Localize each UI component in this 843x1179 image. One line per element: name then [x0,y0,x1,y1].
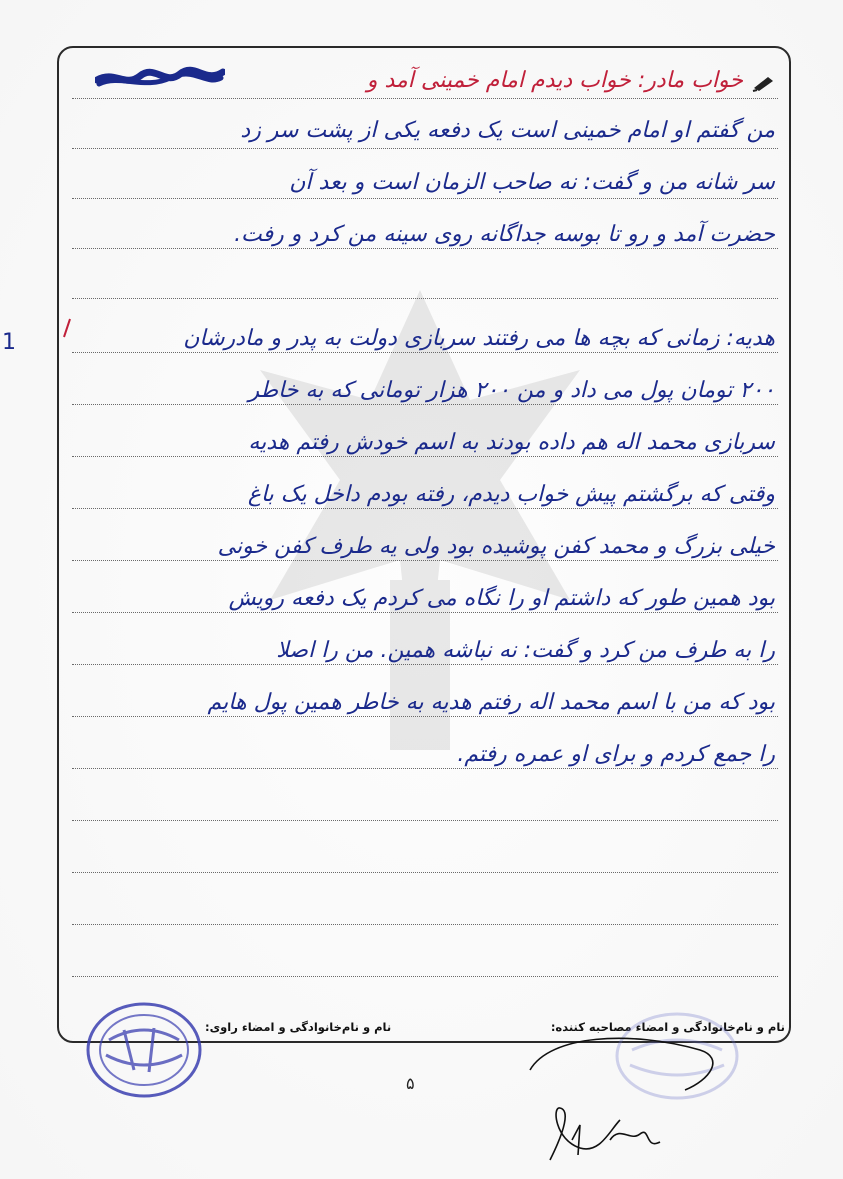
handwritten-line: خواب مادر: خواب دیدم امام خمینی آمد و [366,68,743,93]
ruled-line [72,612,778,613]
ruled-line [72,872,778,873]
handwritten-line: سر شانه من و گفت: نه صاحب الزمان است و بعد آن [289,170,775,195]
handwritten-signature [510,1030,750,1170]
handwritten-line: من گفتم او امام خمینی است یک دفعه یکی از پشت سر زد [240,118,775,143]
margin-number: 1 [2,330,16,355]
handwritten-line: حضرت آمد و رو تا بوسه جداگانه روی سینه من کرد و رفت. [234,222,775,247]
ruled-line [72,98,778,99]
ruled-line [72,664,778,665]
ruled-line [72,820,778,821]
ruled-line [72,298,778,299]
red-margin-mark [60,318,74,338]
ruled-line [72,508,778,509]
ruled-line [72,248,778,249]
ruled-line [72,148,778,149]
page-number: ۵ [406,1074,415,1093]
ruled-line [72,976,778,977]
ruled-line [72,716,778,717]
handwritten-line: خیلی بزرگ و محمد کفن پوشیده بود ولی یه طرف کفن خونی [217,534,775,559]
handwritten-line: را جمع کردم و برای او عمره رفتم. [457,742,775,767]
ruled-line [72,404,778,405]
handwritten-line: هدیه: زمانی که بچه ها می رفتند سربازی دولت به پدر و مادرشان [183,326,775,351]
ruled-line [72,560,778,561]
ruled-line [72,352,778,353]
handwritten-line: وقتی که برگشتم پیش خواب دیدم، رفته بودم داخل یک باغ [247,482,775,507]
ruled-line [72,768,778,769]
official-stamp [84,1000,204,1100]
pen-icon [752,74,776,92]
interviewer-signature-label: نام و نام‌خانوادگی و امضاء مصاحبه کننده: [550,1020,785,1034]
ruled-line [72,456,778,457]
handwritten-line: بود که من با اسم محمد اله رفتم هدیه به خاطر همین پول هایم [207,690,775,715]
handwritten-line: ۲۰۰ تومان پول می داد و من ۲۰۰ هزار تومانی که به خاطر [248,378,775,403]
crossed-out-scribble [95,66,225,92]
handwritten-line: را به طرف من کرد و گفت: نه نباشه همین. من را اصلا [276,638,775,663]
ruled-line [72,924,778,925]
handwritten-line: سربازی محمد اله هم داده بودند به اسم خودش رفتم هدیه [248,430,775,455]
narrator-signature-label: نام و نام‌خانوادگی و امضاء راوی: [205,1020,392,1034]
ruled-line [72,198,778,199]
handwritten-line: بود همین طور که داشتم او را نگاه می کردم یک دفعه رویش [228,586,775,611]
